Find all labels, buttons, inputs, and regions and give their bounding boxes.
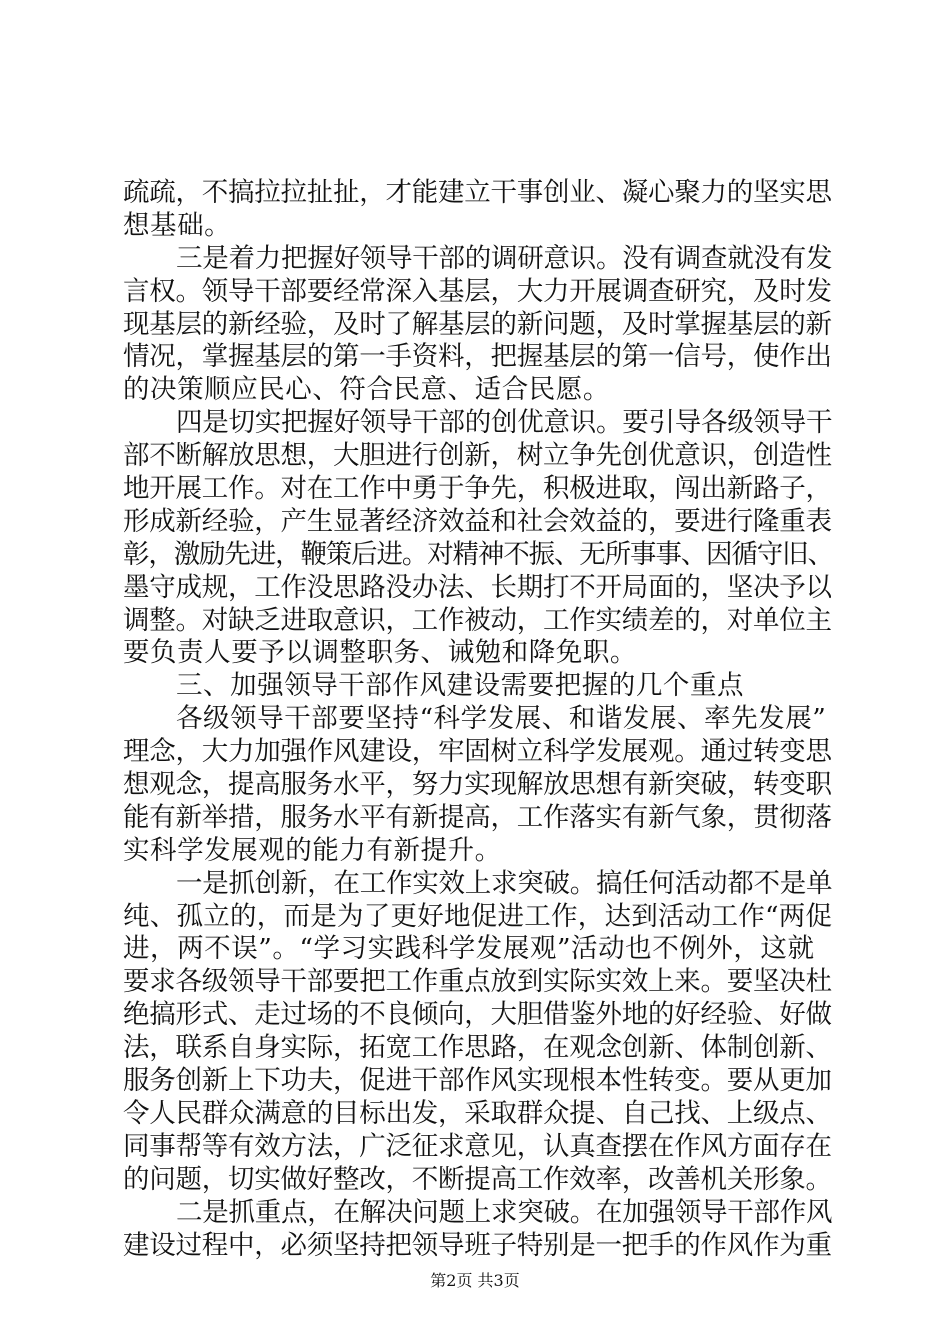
text-line: 进，两不误”。“学习实践科学发展观”活动也不例外，这就 xyxy=(123,933,815,965)
text-line: 绝搞形式、走过场的不良倾向，大胆借鉴外地的好经验、好做 xyxy=(123,999,832,1031)
text-line: 能有新举措，服务水平有新提高，工作落实有新气象，贯彻落 xyxy=(123,801,832,833)
text-line: 的决策顺应民心、符合民意、适合民愿。 xyxy=(123,374,610,406)
text-line: 纯、孤立的，而是为了更好地促进工作，达到活动工作“两促 xyxy=(123,900,833,932)
text-line: 调整。对缺乏进取意识，工作被动，工作实绩差的，对单位主 xyxy=(123,604,832,636)
paragraph-start-line: 各级领导干部要坚持“科学发展、和谐发展、率先发展” xyxy=(176,703,827,735)
text-line: 想观念，提高服务水平，努力实现解放思想有新突破，转变职 xyxy=(123,769,832,801)
text-line: 法，联系自身实际，拓宽工作思路，在观念创新、体制创新、 xyxy=(123,1032,832,1064)
text-line: 想基础。 xyxy=(123,209,232,241)
text-line: 同事帮等有效方法，广泛征求意见，认真查摆在作风方面存在 xyxy=(123,1130,832,1162)
document-body xyxy=(123,177,833,1262)
paragraph-start-line: 三是着力把握好领导干部的调研意识。没有调查就没有发 xyxy=(176,242,833,274)
text-line: 实科学发展观的能力有新提升。 xyxy=(123,834,502,866)
text-line: 言权。领导干部要经常深入基层，大力开展调查研究，及时发 xyxy=(123,275,832,307)
text-line: 要求各级领导干部要把工作重点放到实际实效上来。要坚决杜 xyxy=(123,966,832,998)
paragraph-start-line: 二是抓重点，在解决问题上求突破。在加强领导干部作风 xyxy=(176,1196,833,1228)
text-line: 墨守成规，工作没思路没办法、长期打不开局面的，坚决予以 xyxy=(123,571,832,603)
text-line: 的问题，切实做好整改，不断提高工作效率，改善机关形象。 xyxy=(123,1163,832,1195)
page-number-footer: 第2页 共3页 xyxy=(430,1271,520,1290)
text-line: 现基层的新经验，及时了解基层的新问题，及时掌握基层的新 xyxy=(123,308,832,340)
text-line: 理念，大力加强作风建设，牢固树立科学发展观。通过转变思 xyxy=(123,736,832,768)
paragraph-start-line: 一是抓创新，在工作实效上求突破。搞任何活动都不是单 xyxy=(176,867,833,899)
text-line: 建设过程中，必须坚持把领导班子特别是一把手的作风作为重 xyxy=(123,1229,832,1261)
text-line: 要负责人要予以调整职务、诫勉和降免职。 xyxy=(123,637,637,669)
paragraph-start-line: 四是切实把握好领导干部的创优意识。要引导各级领导干 xyxy=(176,407,833,439)
text-line: 彰，激励先进，鞭策后进。对精神不振、无所事事、因循守旧、 xyxy=(123,538,833,570)
text-line: 疏疏，不搞拉拉扯扯，才能建立干事创业、凝心聚力的坚实思 xyxy=(123,177,832,208)
text-line: 地开展工作。对在工作中勇于争先，积极进取，闯出新路子， xyxy=(123,473,832,505)
text-line: 服务创新上下功夫，促进干部作风实现根本性转变。要从更加 xyxy=(123,1065,832,1097)
text-line: 令人民群众满意的目标出发，采取群众提、自己找、上级点、 xyxy=(123,1097,832,1129)
text-line: 部不断解放思想，大胆进行创新，树立争先创优意识，创造性 xyxy=(123,440,832,472)
section-heading: 三、加强领导干部作风建设需要把握的几个重点 xyxy=(176,670,745,702)
text-line: 情况，掌握基层的第一手资料，把握基层的第一信号，使作出 xyxy=(123,341,832,373)
text-line: 形成新经验，产生显著经济效益和社会效益的，要进行隆重表 xyxy=(123,505,832,537)
